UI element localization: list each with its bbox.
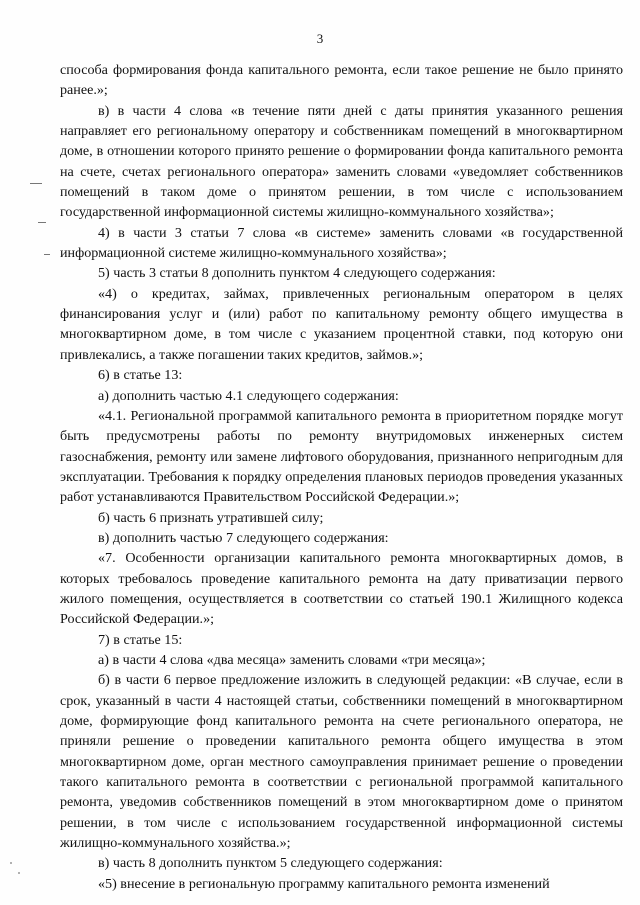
paragraph: 6) в статье 13: [98, 367, 183, 384]
document-body [60, 60, 623, 894]
paragraph: способа формирования фонда капитального ремонта, если такое решение не было принято ранее.»; [60, 62, 623, 99]
paragraph: «4) о кредитах, займах, привлеченных региональным оператором в целях финансирования услуг и (или) работ по капитальному ремонту общего имущества в многоквартирном доме, в том числе с указанием процентной ставки, под которую они привлекались, а также погашении таких кредитов, займов.»; [60, 285, 623, 363]
paragraph: «5) внесение в региональную программу капитального ремонта изменений [98, 875, 550, 892]
paragraph: 5) часть 3 статьи 8 дополнить пунктом 4 следующего содержания: [98, 265, 496, 282]
paragraph: а) в части 4 слова «два месяца» заменить словами «три месяца»; [98, 651, 486, 668]
scan-dot [10, 862, 12, 864]
paragraph: б) часть 6 признать утратившей силу; [98, 509, 324, 526]
scan-mark [30, 183, 42, 184]
paragraph: а) дополнить частью 4.1 следующего содержания: [98, 387, 399, 404]
paragraph: б) в части 6 первое предложение изложить в следующей редакции: «В случае, если в срок, указанный в части 4 настоящей статьи, собственники помещений в многоквартирном доме, формирующие фонд капитального ремонта на счете регионального оператора, не приняли решение о проведении капитального ремонта общего имущества в этом многоквартирном доме, орган местного самоуправления принимает решение о проведении такого капитального ремонта в соответствии с региональной программой капитального ремонта, уведомив собственников помещений в этом многоквартирном доме о принятом решении, в том числе с использованием государственной информационной системы жилищно-коммунального хозяйства.»; [60, 672, 623, 852]
paragraph: в) в части 4 слова «в течение пяти дней с даты принятия указанного решения направляет его региональному оператору и собственникам помещений в многоквартирном доме, в отношении которого принято решение о формировании фонда капитального ремонта на счете, счетах регионального оператора» заменить словами «уведомляет собственников помещений в таком доме о принятом решении, в том числе с использованием государственной информационной системы жилищно-коммунального хозяйства»; [60, 102, 623, 221]
paragraph: «4.1. Региональной программой капитального ремонта в приоритетном порядке могут быть предусмотрены работы по ремонту внутридомовых инженерных систем газоснабжения, ремонту или замене лифтового оборудования, признанного непригодным для эксплуатации. Требования к порядку определения плановых периодов проведения указанных работ устанавливаются Правительством Российской Федерации.»; [60, 407, 623, 506]
scan-mark [44, 254, 50, 255]
paragraph: 4) в части 3 статьи 7 слова «в системе» заменить словами «в государственной информационной системе жилищно-коммунального хозяйства»; [60, 224, 623, 262]
scan-dot [18, 872, 20, 874]
page-number: 3 [316, 31, 324, 46]
scan-mark [38, 222, 46, 223]
paragraph: в) дополнить частью 7 следующего содержания: [98, 529, 389, 546]
paragraph: «7. Особенности организации капитального ремонта многоквартирных домов, в которых требовалось проведение капитального ремонта на дату приватизации первого жилого помещения, осуществляется в соответствии со статьей 190.1 Жилищного кодекса Российской Федерации.»; [60, 550, 623, 628]
paragraph: в) часть 8 дополнить пунктом 5 следующего содержания: [98, 855, 443, 872]
paragraph: 7) в статье 15: [98, 631, 183, 648]
